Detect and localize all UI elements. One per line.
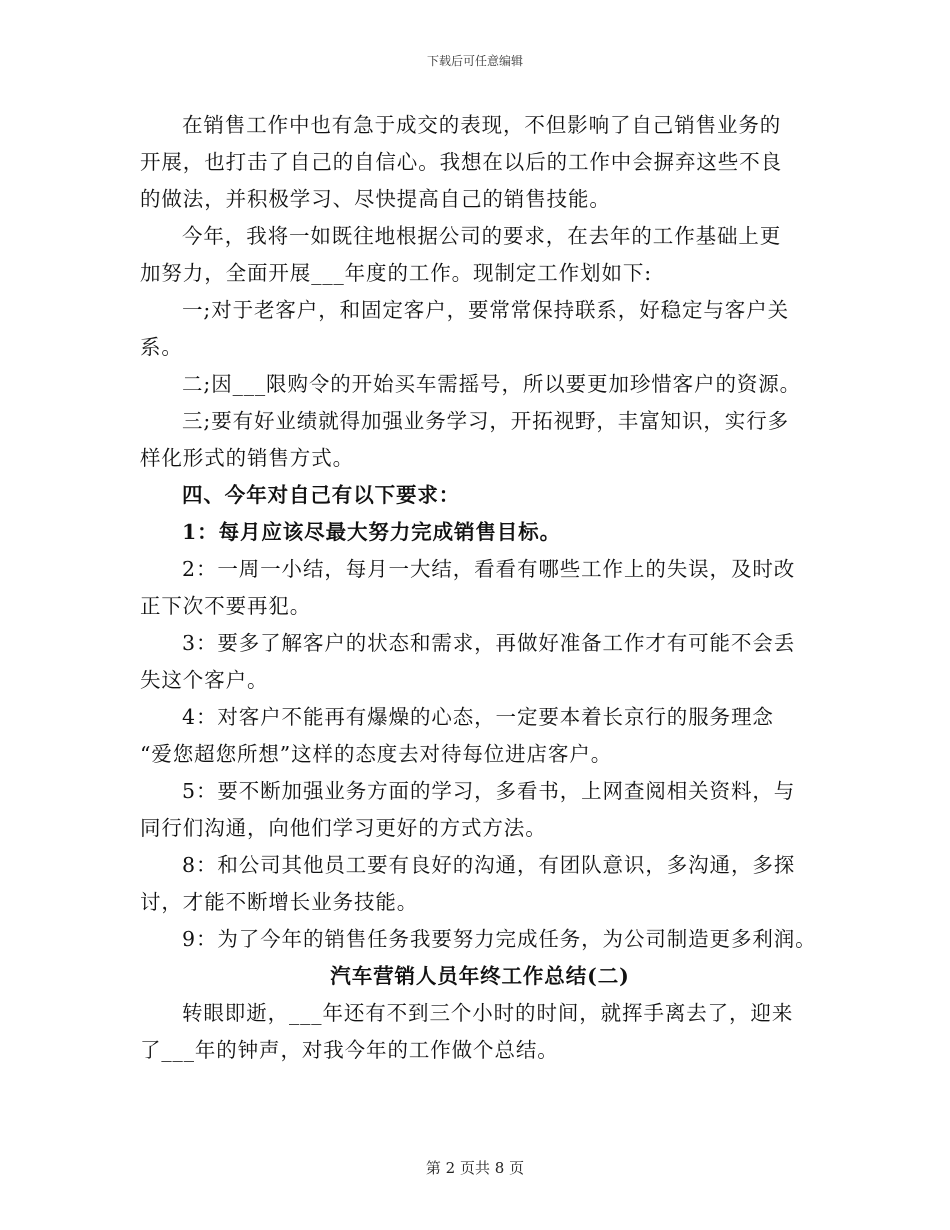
text-line: 开展，也打击了自己的自信心。我想在以后的工作中会摒弃这些不良	[140, 150, 782, 174]
text-line: 在销售工作中也有急于成交的表现，不但影响了自己销售业务的	[182, 113, 782, 137]
text-line: 8：和公司其他员工要有良好的沟通，有团队意识，多沟通，多探	[182, 853, 796, 877]
text-line: 今年，我将一如既往地根据公司的要求，在去年的工作基础上更	[182, 224, 782, 248]
header-note: 下载后可任意编辑	[426, 54, 523, 68]
text-line: 4：对客户不能再有爆燥的心态，一定要本着长京行的服务理念	[182, 705, 774, 729]
text-line: 9：为了今年的销售任务我要努力完成任务，为公司制造更多利润。	[182, 927, 817, 951]
text-line: 系。	[140, 335, 183, 359]
text-line: 正下次不要再犯。	[140, 594, 312, 618]
text-line: 失这个客户。	[140, 668, 269, 692]
bold-text-line: 1：每月应该尽最大努力完成销售目标。	[182, 520, 561, 544]
text-line: 3：要多了解客户的状态和需求，再做好准备工作才有可能不会丢	[182, 631, 796, 655]
text-line: 转眼即逝，___年还有不到三个小时的时间，就挥手离去了，迎来	[182, 1001, 794, 1025]
text-line: 一;对于老客户，和固定客户，要常常保持联系，好稳定与客户关	[182, 298, 790, 322]
text-line: 样化形式的销售方式。	[140, 446, 354, 470]
text-line: 讨，才能不断增长业务技能。	[140, 890, 419, 914]
text-line: 三;要有好业绩就得加强业务学习，开拓视野，丰富知识，实行多	[182, 409, 790, 433]
text-line: 了___年的钟声，对我今年的工作做个总结。	[140, 1038, 559, 1062]
text-line: 二;因___限购令的开始买车需摇号，所以要更加珍惜客户的资源。	[182, 372, 802, 396]
document-body	[140, 107, 820, 1069]
text-line: 的做法，并积极学习、尽快提高自己的销售技能。	[140, 187, 611, 211]
text-line: 2：一周一小结，每月一大结，看看有哪些工作上的失误，及时改	[182, 557, 796, 581]
page-number: 第 2 页共 8 页	[425, 1159, 525, 1177]
text-line: 加努力，全面开展___年度的工作。现制定工作划如下:	[140, 261, 653, 285]
text-line: “爱您超您所想”这样的态度去对待每位进店客户。	[140, 742, 613, 766]
text-line: 5：要不断加强业务方面的学习，多看书，上网查阅相关资料，与	[182, 779, 796, 803]
text-line: 同行们沟通，向他们学习更好的方式方法。	[140, 816, 547, 840]
section-heading: 汽车营销人员年终工作总结(二)	[330, 964, 630, 988]
bold-text-line: 四、今年对自己有以下要求：	[182, 483, 461, 507]
